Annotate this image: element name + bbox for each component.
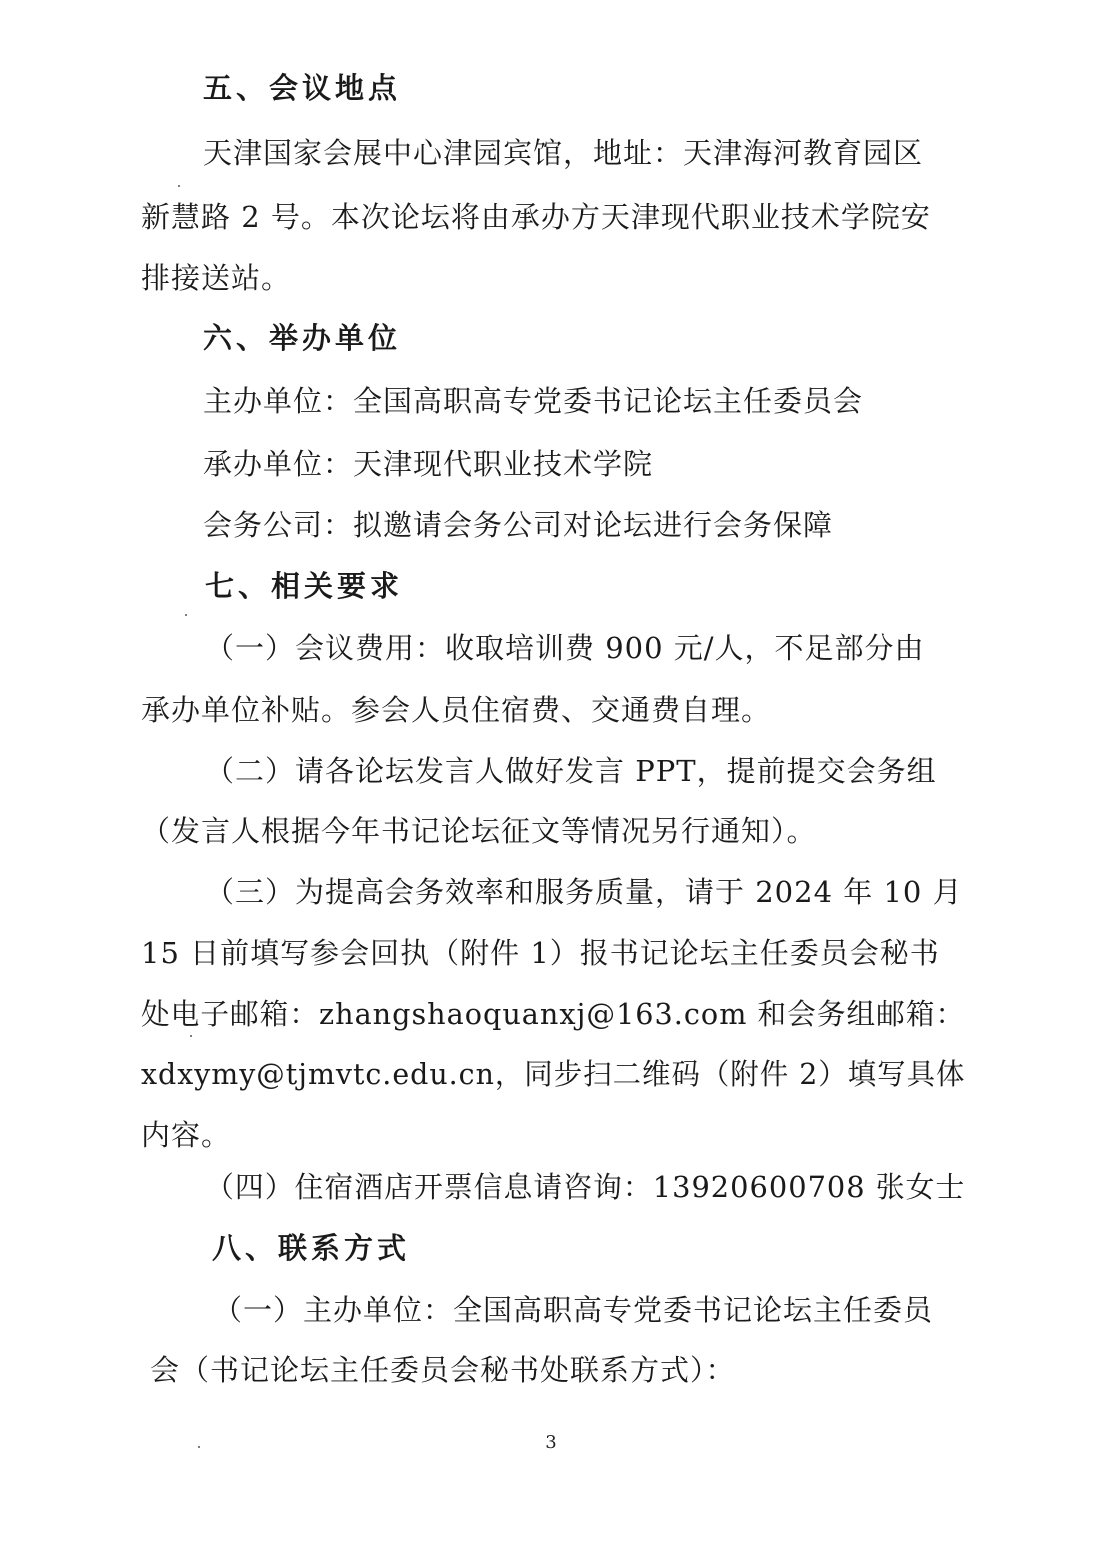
section-heading-organizers: 六、举办单位 <box>203 321 402 355</box>
paragraph-line: 天津国家会展中心津园宾馆，地址：天津海河教育园区 <box>203 136 924 170</box>
paragraph-line: 处电子邮箱：zhangshaoquanxj@163.com 和会务组邮箱： <box>141 997 966 1031</box>
scan-speck <box>198 1446 200 1448</box>
paragraph-line: 排接送站。 <box>141 261 292 295</box>
paragraph-line: （四）住宿酒店开票信息请咨询：13920600708 张女士 <box>205 1170 966 1204</box>
section-heading-venue: 五、会议地点 <box>203 71 402 105</box>
paragraph-line: （一）主办单位：全国高职高专党委书记论坛主任委员 <box>213 1293 934 1327</box>
paragraph-line: xdxymy@tjmvtc.edu.cn，同步扫二维码（附件 2）填写具体 <box>141 1057 966 1091</box>
section-heading-requirements: 七、相关要求 <box>205 569 404 603</box>
paragraph-line: （二）请各论坛发言人做好发言 PPT，提前提交会务组 <box>205 754 937 788</box>
paragraph-line: 内容。 <box>141 1118 232 1152</box>
paragraph-line: 主办单位：全国高职高专党委书记论坛主任委员会 <box>203 384 864 418</box>
paragraph-line: （三）为提高会务效率和服务质量，请于 2024 年 10 月 <box>205 875 963 909</box>
paragraph-line: 15 日前填写参会回执（附件 1）报书记论坛主任委员会秘书 <box>141 936 940 970</box>
paragraph-line: （发言人根据今年书记论坛征文等情况另行通知）。 <box>141 814 817 848</box>
section-heading-contacts: 八、联系方式 <box>212 1231 411 1265</box>
scan-speck <box>185 614 187 616</box>
paragraph-line: 新慧路 2 号。本次论坛将由承办方天津现代职业技术学院安 <box>141 200 931 234</box>
paragraph-line: 会（书记论坛主任委员会秘书处联系方式）： <box>150 1353 736 1387</box>
paragraph-line: 承办单位：天津现代职业技术学院 <box>203 447 654 481</box>
paragraph-line: 会务公司：拟邀请会务公司对论坛进行会务保障 <box>203 508 834 542</box>
scan-speck <box>190 1035 192 1037</box>
paragraph-line: 承办单位补贴。参会人员住宿费、交通费自理。 <box>141 693 772 727</box>
page-number: 3 <box>545 1432 557 1453</box>
paragraph-line: （一）会议费用：收取培训费 900 元/人，不足部分由 <box>205 631 925 665</box>
scan-speck <box>178 185 180 187</box>
